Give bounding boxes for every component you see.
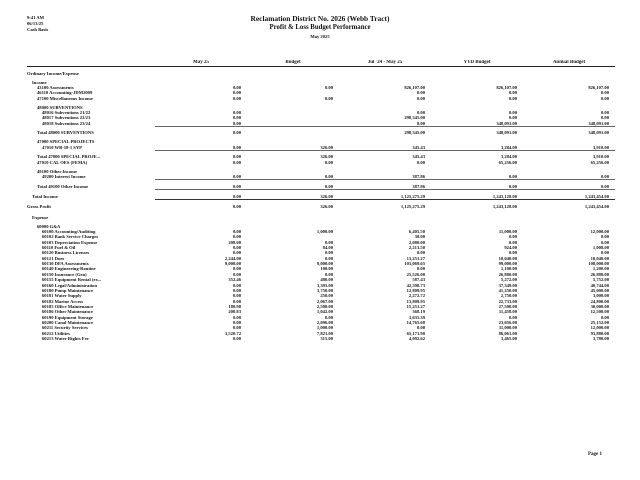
value-cell: 0.00: [232, 245, 241, 251]
row-label: 60120 Business Licenses: [42, 250, 90, 256]
value-cell: 0.00: [232, 335, 241, 341]
group-header-row: [27, 76, 615, 85]
value-cell: 1,243,128.00: [431, 190, 523, 200]
value-cell: 2,080.00: [408, 239, 425, 245]
value-cell: [247, 136, 339, 145]
value-cell: 0.00: [600, 239, 609, 245]
value-cell: [247, 76, 339, 85]
value-cell: 3,000.00: [592, 293, 609, 299]
value-cell: 0.00: [416, 250, 425, 256]
value-cell: 1,125,275.29: [339, 200, 431, 212]
value-cell: 208.00: [228, 239, 241, 245]
value-cell: [247, 126, 339, 135]
value-cell: 826,107.00: [588, 85, 609, 91]
value-cell: 11,000.00: [498, 325, 517, 331]
value-cell: 0.00: [232, 115, 241, 121]
row-label: 60212 Utilities: [42, 330, 70, 336]
group-header-row: [27, 136, 615, 145]
value-cell: 0.00: [232, 287, 241, 293]
row-label: 47000 SPECIAL PROJECTS: [37, 139, 95, 145]
row-label: 60211 Security Services: [42, 325, 88, 331]
value-cell: 1,000.00: [316, 229, 333, 235]
value-cell: 387.86: [339, 180, 431, 190]
total-row: [27, 190, 615, 200]
value-cell: [247, 67, 339, 76]
value-cell: 14,765.68: [406, 319, 425, 325]
value-cell: 1,243,454.00: [523, 190, 615, 200]
value-cell: [523, 211, 615, 220]
value-cell: 0.00: [155, 180, 247, 190]
value-cell: 108,000.00: [588, 261, 609, 267]
value-cell: 0.00: [232, 85, 241, 91]
value-cell: 0.00: [232, 144, 241, 150]
value-cell: 0.00: [232, 95, 241, 101]
value-cell: 2,500.00: [316, 303, 333, 309]
value-cell: 326.00: [247, 150, 339, 159]
value-cell: 15,251.27: [406, 303, 425, 309]
row-label: 46110 Accounting-JDM2009: [37, 90, 93, 96]
value-cell: 0.00: [232, 266, 241, 272]
row-label: 60180 Pump Maintenance: [42, 287, 94, 293]
value-cell: 0.00: [232, 319, 241, 325]
group-header-row: [27, 220, 615, 229]
value-cell: 0.00: [508, 115, 517, 121]
row-label: Expense: [32, 214, 49, 220]
row-label: 47100 Miscellaneous Income: [37, 95, 93, 101]
value-cell: 1,200.00: [592, 266, 609, 272]
value-cell: 2,096.00: [316, 319, 333, 325]
value-cell: 2,750.00: [500, 293, 517, 299]
value-cell: 0.00: [232, 325, 241, 331]
value-cell: 0.00: [232, 90, 241, 96]
value-cell: 3,910.00: [592, 144, 609, 150]
value-cell: 41,250.00: [498, 287, 517, 293]
value-cell: 587.43: [412, 277, 425, 283]
value-cell: 2,244.00: [224, 255, 241, 261]
row-label: 60182 Marine Access: [42, 298, 84, 304]
value-cell: 0.00: [232, 229, 241, 235]
value-cell: 0.00: [232, 234, 241, 240]
value-cell: 250.00: [320, 293, 333, 299]
report-date: 06/13/25: [27, 21, 44, 26]
row-label: 60110 Fuel & Oil: [42, 245, 76, 251]
value-cell: 315.00: [320, 335, 333, 341]
value-cell: 298,345.00: [339, 126, 431, 135]
column-header: May 25: [155, 60, 247, 67]
value-cell: 0.00: [508, 90, 517, 96]
value-cell: 348,091.00: [523, 126, 615, 135]
group-header-row: [27, 165, 615, 174]
value-cell: 1,042.00: [316, 309, 333, 315]
value-cell: 3,910.00: [523, 150, 615, 159]
row-label: 60185 Office Maintenance: [42, 303, 94, 309]
value-cell: 99,000.00: [498, 261, 517, 267]
value-cell: 40,744.00: [590, 282, 609, 288]
value-cell: 9,000.00: [224, 261, 241, 267]
value-cell: [431, 136, 523, 145]
value-cell: 3,520.72: [224, 330, 241, 336]
value-cell: 13,809.95: [406, 298, 425, 304]
value-cell: 10,040.00: [590, 255, 609, 261]
value-cell: [523, 67, 615, 76]
report-body: [27, 67, 615, 341]
value-cell: 65,256.00: [498, 159, 517, 165]
value-cell: 0.00: [508, 174, 517, 179]
value-cell: 0.00: [232, 314, 241, 320]
value-cell: 9,000.00: [316, 261, 333, 267]
value-cell: 0.00: [232, 174, 241, 179]
row-label: Total 49100 Other Income: [37, 183, 89, 189]
value-cell: [339, 220, 431, 229]
value-cell: 26,880.00: [498, 271, 517, 277]
organization-name: Reclamation District No. 2026 (Webb Tract): [250, 14, 390, 23]
value-cell: [339, 165, 431, 174]
value-cell: 0.00: [232, 293, 241, 299]
value-cell: 0.00: [155, 126, 247, 135]
row-label: 48000 SUBVENTIONS: [37, 104, 83, 110]
value-cell: 0.00: [508, 239, 517, 245]
value-cell: 4,092.62: [408, 335, 425, 341]
value-cell: 0.00: [324, 85, 333, 91]
value-cell: 480.00: [320, 277, 333, 283]
value-cell: 7,821.00: [316, 330, 333, 336]
value-cell: 345.43: [339, 150, 431, 159]
value-cell: 0.00: [508, 314, 517, 320]
value-cell: 100.00: [320, 266, 333, 272]
value-cell: 3,284.00: [500, 144, 517, 150]
value-cell: 1,100.00: [500, 266, 517, 272]
group-header-row: [27, 101, 615, 110]
value-cell: 45,000.00: [590, 287, 609, 293]
value-cell: 0.00: [508, 234, 517, 240]
value-cell: [431, 220, 523, 229]
value-cell: 0.00: [600, 174, 609, 179]
value-cell: [155, 220, 247, 229]
row-label: 47010 WB-18-1 SYP: [42, 144, 82, 150]
value-cell: 348,091.00: [496, 120, 517, 126]
value-cell: 348,091.00: [588, 120, 609, 126]
value-cell: 12,500.00: [590, 309, 609, 315]
report-period: May 2025: [310, 34, 330, 39]
value-cell: 22,733.00: [498, 298, 517, 304]
value-cell: 387.86: [412, 174, 425, 179]
value-cell: 0.00: [416, 159, 425, 165]
value-cell: 0.00: [232, 271, 241, 277]
row-label: 60155 Equipment Rental (ex...: [42, 277, 102, 283]
column-header: Budget: [247, 60, 339, 67]
row-label: 60213 Water Rights Fee: [42, 335, 89, 341]
value-cell: [247, 220, 339, 229]
value-cell: [431, 165, 523, 174]
value-cell: 0.00: [232, 109, 241, 115]
value-cell: 200.83: [228, 309, 241, 315]
table-row: [27, 336, 615, 341]
value-cell: 42,598.73: [406, 282, 425, 288]
total-row: [27, 200, 615, 212]
value-cell: [155, 165, 247, 174]
page-number: Page 1: [588, 452, 603, 457]
column-header: Jul '24 - May 25: [339, 60, 431, 67]
value-cell: [247, 101, 339, 110]
value-cell: 0.00: [508, 95, 517, 101]
value-cell: 0.00: [416, 325, 425, 331]
value-cell: [155, 101, 247, 110]
row-label: 60000 G&A: [37, 223, 61, 229]
row-label: Total Income: [32, 193, 58, 199]
value-cell: 11,458.00: [498, 309, 517, 315]
value-cell: 0.00: [324, 255, 333, 261]
value-cell: [431, 67, 523, 76]
value-cell: 0.00: [324, 95, 333, 101]
value-cell: 0.00: [431, 180, 523, 190]
value-cell: 826,107.00: [404, 85, 425, 91]
value-cell: 3,284.00: [431, 150, 523, 159]
value-cell: 352.46: [228, 277, 241, 283]
value-cell: 5,272.00: [500, 277, 517, 283]
total-row: [27, 150, 615, 159]
value-cell: 3,635.39: [408, 314, 425, 320]
value-cell: 5,752.00: [592, 277, 609, 283]
row-label: 48017 Subventions 22/23: [42, 115, 91, 121]
column-header-row: [27, 60, 615, 67]
value-cell: 65,171.90: [406, 330, 425, 336]
value-cell: 2,067.00: [316, 298, 333, 304]
value-cell: [431, 76, 523, 85]
value-cell: 0.00: [324, 174, 333, 179]
row-label: Ordinary Income/Expense: [27, 70, 79, 76]
row-label: Income: [32, 79, 47, 85]
value-cell: [523, 220, 615, 229]
value-cell: 27,500.00: [498, 303, 517, 309]
value-cell: 326.00: [247, 190, 339, 200]
row-label: Total 48000 SUBVENTIONS: [37, 130, 94, 136]
value-cell: [339, 76, 431, 85]
value-cell: [155, 76, 247, 85]
row-label: 60130 DFA Assessments: [42, 261, 89, 267]
value-cell: 3,780.00: [592, 335, 609, 341]
row-label: 60100 Accounting/Auditing: [42, 229, 96, 235]
value-cell: 3,395.00: [316, 282, 333, 288]
report-time: 9:41 AM: [27, 15, 44, 20]
value-cell: [339, 101, 431, 110]
value-cell: 1,008.00: [592, 245, 609, 251]
value-cell: 12,000.00: [590, 325, 609, 331]
row-label: 60150 Insurance (Gen): [42, 271, 87, 277]
value-cell: 924.00: [504, 245, 517, 251]
report-title: Profit & Loss Budget Performance: [269, 24, 371, 31]
value-cell: 326.00: [247, 200, 339, 212]
value-cell: 1,125,275.29: [339, 190, 431, 200]
label-column-header: [27, 60, 155, 67]
value-cell: 30,000.00: [590, 303, 609, 309]
value-cell: 0.00: [508, 109, 517, 115]
row-label: 49100 Other Income: [37, 168, 77, 174]
value-cell: 0.00: [508, 250, 517, 256]
value-cell: 0.00: [247, 180, 339, 190]
value-cell: 6,405.50: [408, 229, 425, 235]
value-cell: [247, 211, 339, 220]
value-cell: [155, 136, 247, 145]
value-cell: [247, 165, 339, 174]
value-cell: 0.00: [232, 250, 241, 256]
value-cell: 180.98: [228, 303, 241, 309]
value-cell: 0.00: [232, 282, 241, 288]
profit-loss-table: [27, 60, 615, 341]
value-cell: [339, 211, 431, 220]
total-row: [27, 126, 615, 135]
row-label: 43100 Assessments: [37, 85, 74, 91]
row-label: 60200 Canal Maintenance: [42, 319, 94, 325]
row-label: 60140 Engineering-Routine: [42, 266, 96, 272]
row-label: 60186 Other Maintenance: [42, 309, 93, 315]
value-cell: 0.00: [232, 298, 241, 304]
value-cell: 25,526.00: [406, 271, 425, 277]
row-label: 48016 Subventions 21/22: [42, 109, 91, 115]
value-cell: 10,040.00: [498, 255, 517, 261]
value-cell: 0.00: [324, 314, 333, 320]
value-cell: 65,256.00: [590, 159, 609, 165]
value-cell: [431, 101, 523, 110]
value-cell: 13,251.27: [406, 255, 425, 261]
value-cell: 24,800.00: [590, 298, 609, 304]
value-cell: 0.00: [600, 90, 609, 96]
value-cell: 0.00: [416, 95, 425, 101]
value-cell: 103,069.65: [404, 261, 425, 267]
value-cell: [339, 136, 431, 145]
value-cell: 0.00: [155, 150, 247, 159]
value-cell: 0.00: [523, 180, 615, 190]
value-cell: [155, 211, 247, 220]
value-cell: 345.43: [412, 144, 425, 150]
row-label: 60121 Dues: [42, 255, 65, 261]
value-cell: 0.00: [324, 271, 333, 277]
group-header-row: [27, 211, 615, 220]
value-cell: 0.00: [232, 159, 241, 165]
value-cell: [523, 76, 615, 85]
value-cell: 0.00: [416, 90, 425, 96]
row-label: 49200 Interest Income: [42, 174, 86, 180]
value-cell: 0.00: [600, 250, 609, 256]
row-label: 60102 Bank Service Charges: [42, 234, 99, 240]
value-cell: 368.19: [412, 309, 425, 315]
value-cell: 12,809.95: [406, 287, 425, 293]
value-cell: [431, 211, 523, 220]
value-cell: 0.00: [416, 266, 425, 272]
value-cell: 0.00: [232, 120, 241, 126]
value-cell: 11,000.00: [498, 229, 517, 235]
value-cell: 826,107.00: [496, 85, 517, 91]
value-cell: 0.00: [155, 190, 247, 200]
value-cell: 0.00: [600, 234, 609, 240]
value-cell: 1,000.00: [316, 325, 333, 331]
row-label: 60160 Legal/Administration: [42, 282, 97, 288]
value-cell: 30.00: [414, 234, 425, 240]
value-cell: 0.00: [155, 200, 247, 212]
value-cell: [523, 136, 615, 145]
value-cell: 0.00: [600, 314, 609, 320]
value-cell: [523, 101, 615, 110]
value-cell: 26,880.00: [590, 271, 609, 277]
row-label: 60103 Depreciation Expense: [42, 239, 98, 245]
value-cell: 348,091.00: [431, 126, 523, 135]
row-label: Gross Profit: [27, 203, 51, 209]
value-cell: 37,349.00: [498, 282, 517, 288]
value-cell: 0.00: [324, 159, 333, 165]
value-cell: 0.00: [600, 115, 609, 121]
value-cell: 0.00: [600, 95, 609, 101]
column-header: YTD Budget: [431, 60, 523, 67]
row-label: 47010 CAL OES (FEMA): [37, 159, 88, 165]
row-label: 60181 Water Supply: [42, 293, 82, 299]
value-cell: 326.00: [320, 144, 333, 150]
total-row: [27, 180, 615, 190]
column-header: Annual Budget: [523, 60, 615, 67]
value-cell: [339, 67, 431, 76]
value-cell: 3,750.00: [316, 287, 333, 293]
row-label: 48018 Subventions 23/24: [42, 120, 91, 126]
value-cell: 25,152.00: [590, 319, 609, 325]
row-label: Total 47000 SPECIAL PROJE...: [37, 154, 101, 160]
value-cell: [155, 67, 247, 76]
value-cell: 84.00: [322, 245, 333, 251]
value-cell: 298,345.00: [404, 115, 425, 121]
row-label: 60190 Equipment Storage: [42, 314, 93, 320]
value-cell: 1,243,454.00: [523, 200, 615, 212]
value-cell: [523, 165, 615, 174]
value-cell: 0.00: [416, 109, 425, 115]
value-cell: 0.00: [416, 120, 425, 126]
value-cell: 2,213.50: [408, 245, 425, 251]
value-cell: 0.00: [324, 250, 333, 256]
value-cell: 2,272.72: [408, 293, 425, 299]
value-cell: 12,000.00: [590, 229, 609, 235]
value-cell: 23,056.00: [498, 319, 517, 325]
value-cell: 86,061.00: [498, 330, 517, 336]
value-cell: 1,243,128.00: [431, 200, 523, 212]
value-cell: 93,880.00: [590, 330, 609, 336]
group-header-row: [27, 67, 615, 76]
value-cell: 0.00: [324, 239, 333, 245]
value-cell: 0.00: [600, 109, 609, 115]
report-basis: Cash Basis: [27, 27, 49, 32]
value-cell: 3,465.00: [500, 335, 517, 341]
